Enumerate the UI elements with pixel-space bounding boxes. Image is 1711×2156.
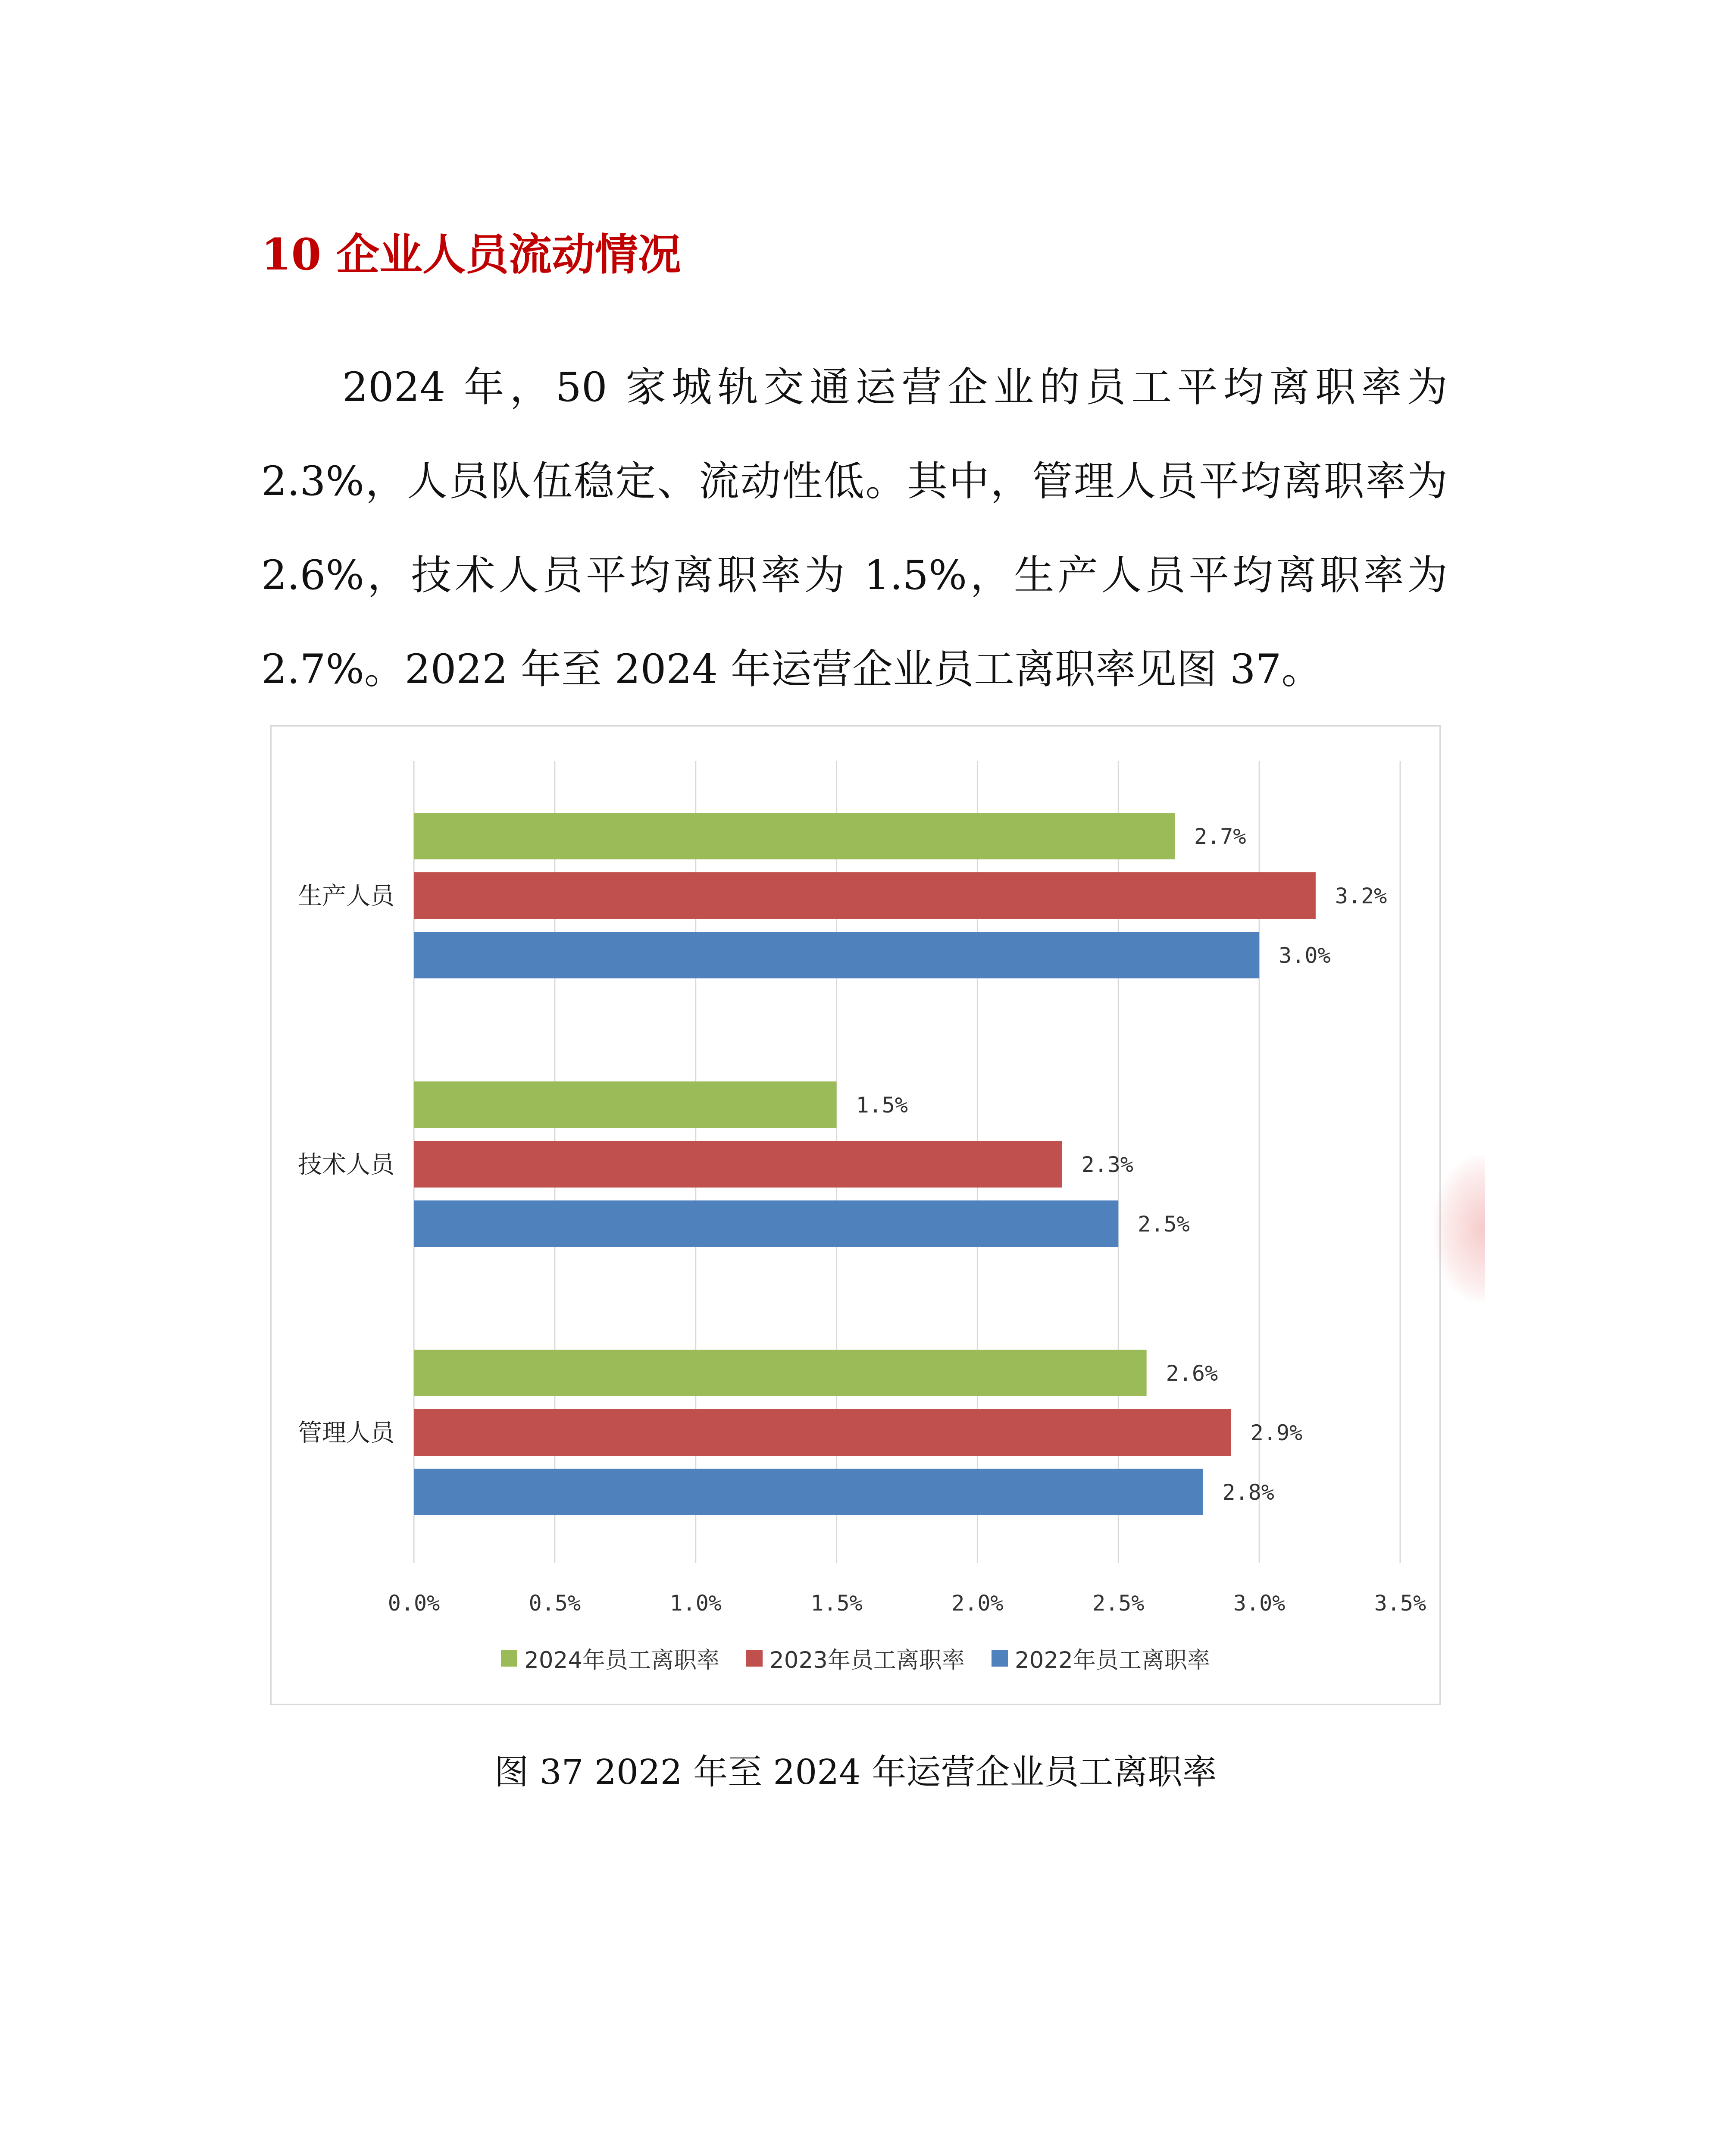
bar	[414, 1081, 837, 1128]
bar	[414, 872, 1316, 919]
bar	[414, 1409, 1231, 1456]
legend-swatch	[746, 1650, 763, 1667]
x-tick-label: 1.0%	[669, 1591, 722, 1616]
x-tick-label: 3.0%	[1233, 1591, 1286, 1616]
legend-label: 2023年员工离职率	[769, 1647, 965, 1673]
chart-legend	[0, 1642, 1711, 1675]
bar	[414, 1469, 1203, 1515]
legend-label: 2022年员工离职率	[1014, 1647, 1210, 1673]
data-label: 2.3%	[1081, 1152, 1133, 1177]
data-label: 3.0%	[1279, 943, 1331, 968]
data-label: 2.8%	[1222, 1480, 1274, 1505]
legend-label: 2024年员工离职率	[524, 1647, 720, 1673]
seal-fragment	[1433, 1156, 1485, 1302]
data-label: 2.6%	[1166, 1361, 1218, 1386]
legend-item	[501, 1642, 719, 1675]
category-label: 技术人员	[298, 1151, 394, 1179]
bar	[414, 813, 1175, 859]
data-label: 3.2%	[1335, 884, 1387, 909]
x-tick-label: 3.5%	[1374, 1591, 1426, 1616]
bar	[414, 1141, 1062, 1188]
category-label: 管理人员	[298, 1419, 394, 1447]
data-label: 2.9%	[1250, 1420, 1303, 1445]
section-title: 10 企业人员流动情况	[261, 229, 681, 280]
legend-swatch	[501, 1650, 517, 1667]
legend-item	[992, 1642, 1210, 1675]
bar	[414, 1350, 1147, 1396]
bar	[414, 1200, 1118, 1247]
category-label: 生产人员	[298, 882, 394, 910]
x-tick-label: 0.0%	[388, 1591, 440, 1616]
body-paragraph: 2024 年，50 家城轨交通运营企业的员工平均离职率为 2.3%，人员队伍稳定、流动性低。其中，管理人员平均离职率为 2.6%，技术人员平均离职率为 1.5%，生产人员平均离职率为 2.7%。2022 年至 2024 年运营企业员工离职率见图 37。	[261, 364, 1448, 693]
data-label: 1.5%	[856, 1093, 908, 1118]
figure-caption: 图 37 2022 年至 2024 年运营企业员工离职率	[494, 1752, 1217, 1792]
legend-swatch	[992, 1650, 1008, 1667]
x-tick-label: 0.5%	[529, 1591, 581, 1616]
x-tick-label: 2.5%	[1092, 1591, 1145, 1616]
chart-bars	[414, 813, 1316, 1515]
data-label: 2.5%	[1138, 1212, 1190, 1237]
x-tick-label: 1.5%	[810, 1591, 863, 1616]
bar	[414, 932, 1259, 978]
x-tick-label: 2.0%	[951, 1591, 1004, 1616]
data-label: 2.7%	[1194, 824, 1246, 849]
legend-item	[746, 1642, 965, 1675]
